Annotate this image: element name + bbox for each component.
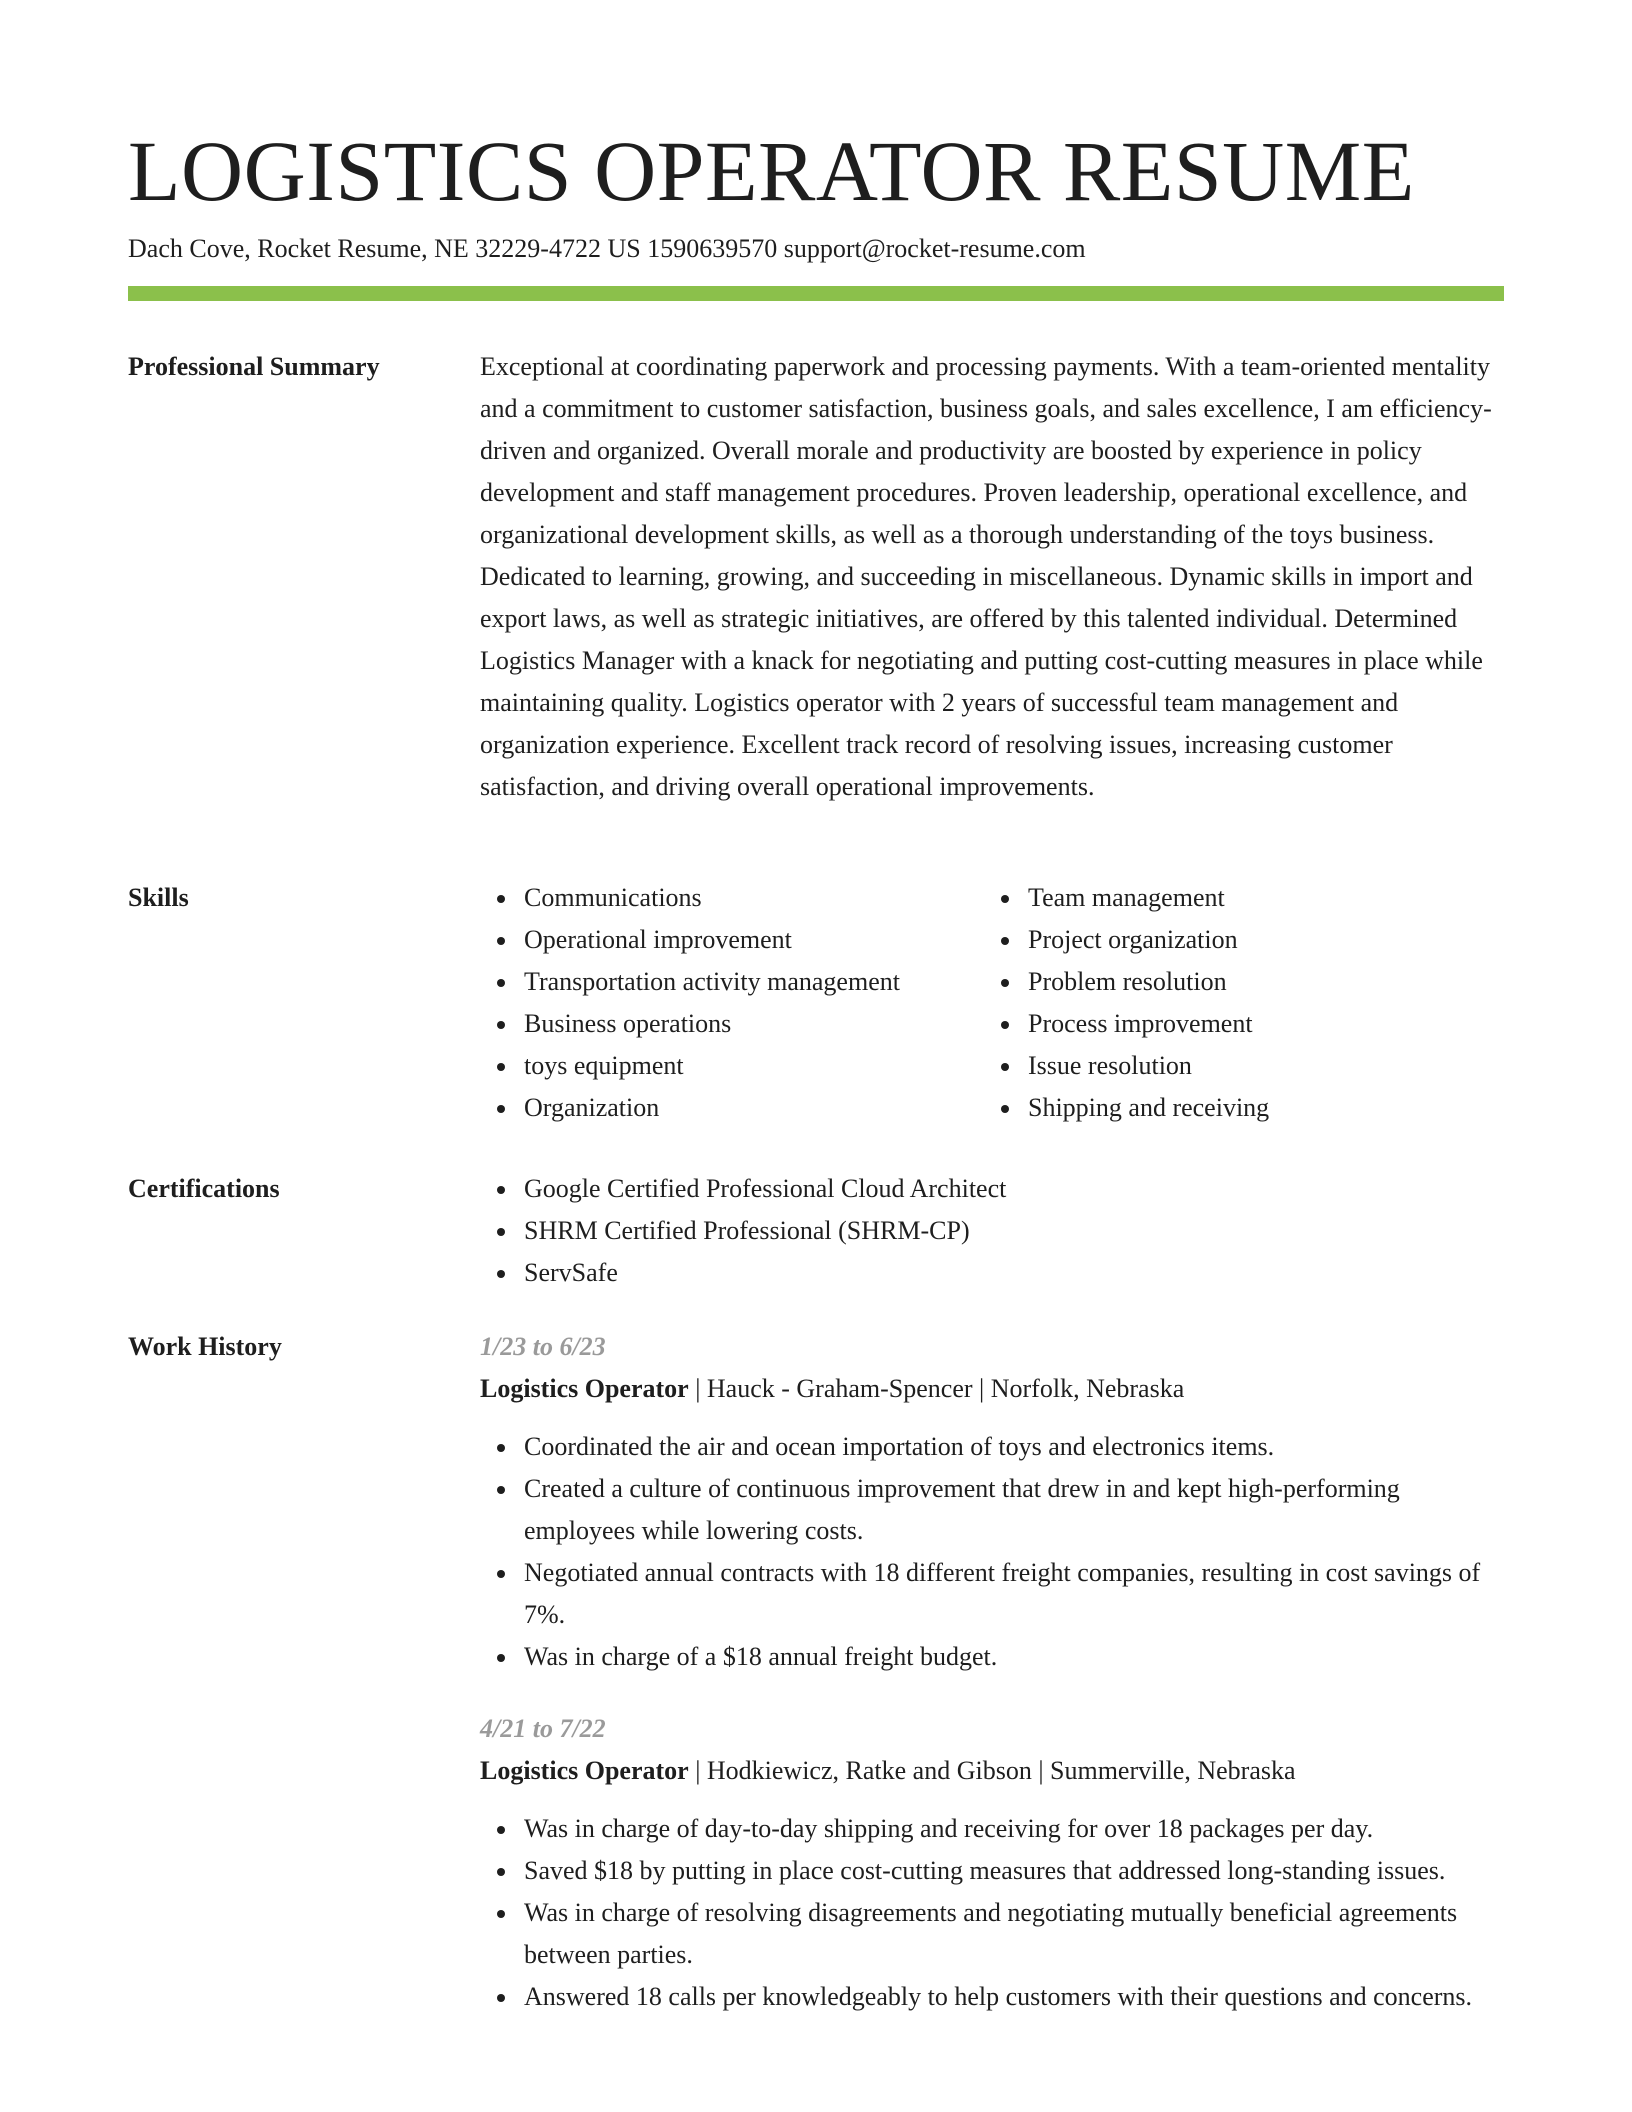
summary-body	[480, 346, 1504, 808]
skill-item: Operational improvement	[524, 919, 984, 961]
skill-item: Shipping and receiving	[1028, 1087, 1488, 1129]
skill-item: Organization	[524, 1087, 984, 1129]
skill-item: Problem resolution	[1028, 961, 1488, 1003]
skill-item: Project organization	[1028, 919, 1488, 961]
skill-item: Transportation activity management	[524, 961, 984, 1003]
skill-item: Business operations	[524, 1003, 984, 1045]
section-label-certifications: Certifications	[128, 1174, 280, 1203]
job-bullet: Was in charge of a $18 annual freight budget.	[524, 1636, 1504, 1678]
section-label-skills: Skills	[128, 883, 189, 912]
job-bullet: Was in charge of day-to-day shipping and receiving for over 18 packages per day.	[524, 1808, 1504, 1850]
accent-divider	[128, 286, 1504, 301]
job-bullet-list	[480, 1808, 1504, 2018]
job-employer-location: | Hauck - Graham-Spencer | Norfolk, Nebraska	[688, 1374, 1185, 1403]
job-employer-location: | Hodkiewicz, Ratke and Gibson | Summerville, Nebraska	[688, 1756, 1296, 1785]
contact-line: Dach Cove, Rocket Resume, NE 32229-4722 US 1590639570 support@rocket-resume.com	[128, 234, 1086, 263]
job-bullet-list	[480, 1426, 1504, 1678]
resume-title: LOGISTICS OPERATOR RESUME	[128, 123, 1415, 219]
summary-text: Exceptional at coordinating paperwork and processing payments. With a team-oriented mentality and a commitment to customer satisfaction, business goals, and sales excellence, I am efficiency-driven and organized. Overall morale and productivity are boosted by experience in policy development and staff management procedures. Proven leadership, operational excellence, and organizational development skills, as well as a thorough understanding of the toys business. Dedicated to learning, growing, and succeeding in miscellaneous. Dynamic skills in import and export laws, as well as strategic initiatives, are offered by this talented individual. Determined Logistics Manager with a knack for negotiating and putting cost-cutting measures in place while maintaining quality. Logistics operator with 2 years of successful team management and organization experience. Excellent track record of resolving issues, increasing customer satisfaction, and driving overall operational improvements.	[480, 352, 1492, 801]
skills-body	[480, 877, 1504, 1129]
job-bullet: Answered 18 calls per knowledgeably to help customers with their questions and concerns.	[524, 1976, 1504, 2018]
certification-item: SHRM Certified Professional (SHRM-CP)	[524, 1210, 1504, 1252]
job-bullet: Coordinated the air and ocean importation of toys and electronics items.	[524, 1426, 1504, 1468]
skill-item: toys equipment	[524, 1045, 984, 1087]
job-dates: 1/23 to 6/23	[480, 1332, 606, 1361]
certifications-body	[480, 1168, 1504, 1294]
certification-item: ServSafe	[524, 1252, 1504, 1294]
job-entry	[480, 1326, 1504, 1678]
job-bullet: Was in charge of resolving disagreements and negotiating mutually beneficial agreements between parties.	[524, 1892, 1504, 1976]
job-entry	[480, 1708, 1504, 2018]
section-label-work-history: Work History	[128, 1332, 282, 1361]
skill-item: Communications	[524, 877, 984, 919]
skills-column-left	[480, 877, 984, 1129]
job-title: Logistics Operator	[480, 1374, 689, 1403]
job-heading	[480, 1750, 1504, 1792]
job-bullet: Negotiated annual contracts with 18 different freight companies, resulting in cost savings of 7%.	[524, 1552, 1504, 1636]
skill-item: Process improvement	[1028, 1003, 1488, 1045]
skill-item: Team management	[1028, 877, 1488, 919]
skills-column-right	[984, 877, 1488, 1129]
job-bullet: Saved $18 by putting in place cost-cutting measures that addressed long-standing issues.	[524, 1850, 1504, 1892]
job-title: Logistics Operator	[480, 1756, 689, 1785]
section-label-summary: Professional Summary	[128, 352, 380, 381]
certification-item: Google Certified Professional Cloud Architect	[524, 1168, 1504, 1210]
skill-item: Issue resolution	[1028, 1045, 1488, 1087]
job-dates: 4/21 to 7/22	[480, 1714, 606, 1743]
job-bullet: Created a culture of continuous improvement that drew in and kept high-performing employees while lowering costs.	[524, 1468, 1504, 1552]
job-heading	[480, 1368, 1504, 1410]
